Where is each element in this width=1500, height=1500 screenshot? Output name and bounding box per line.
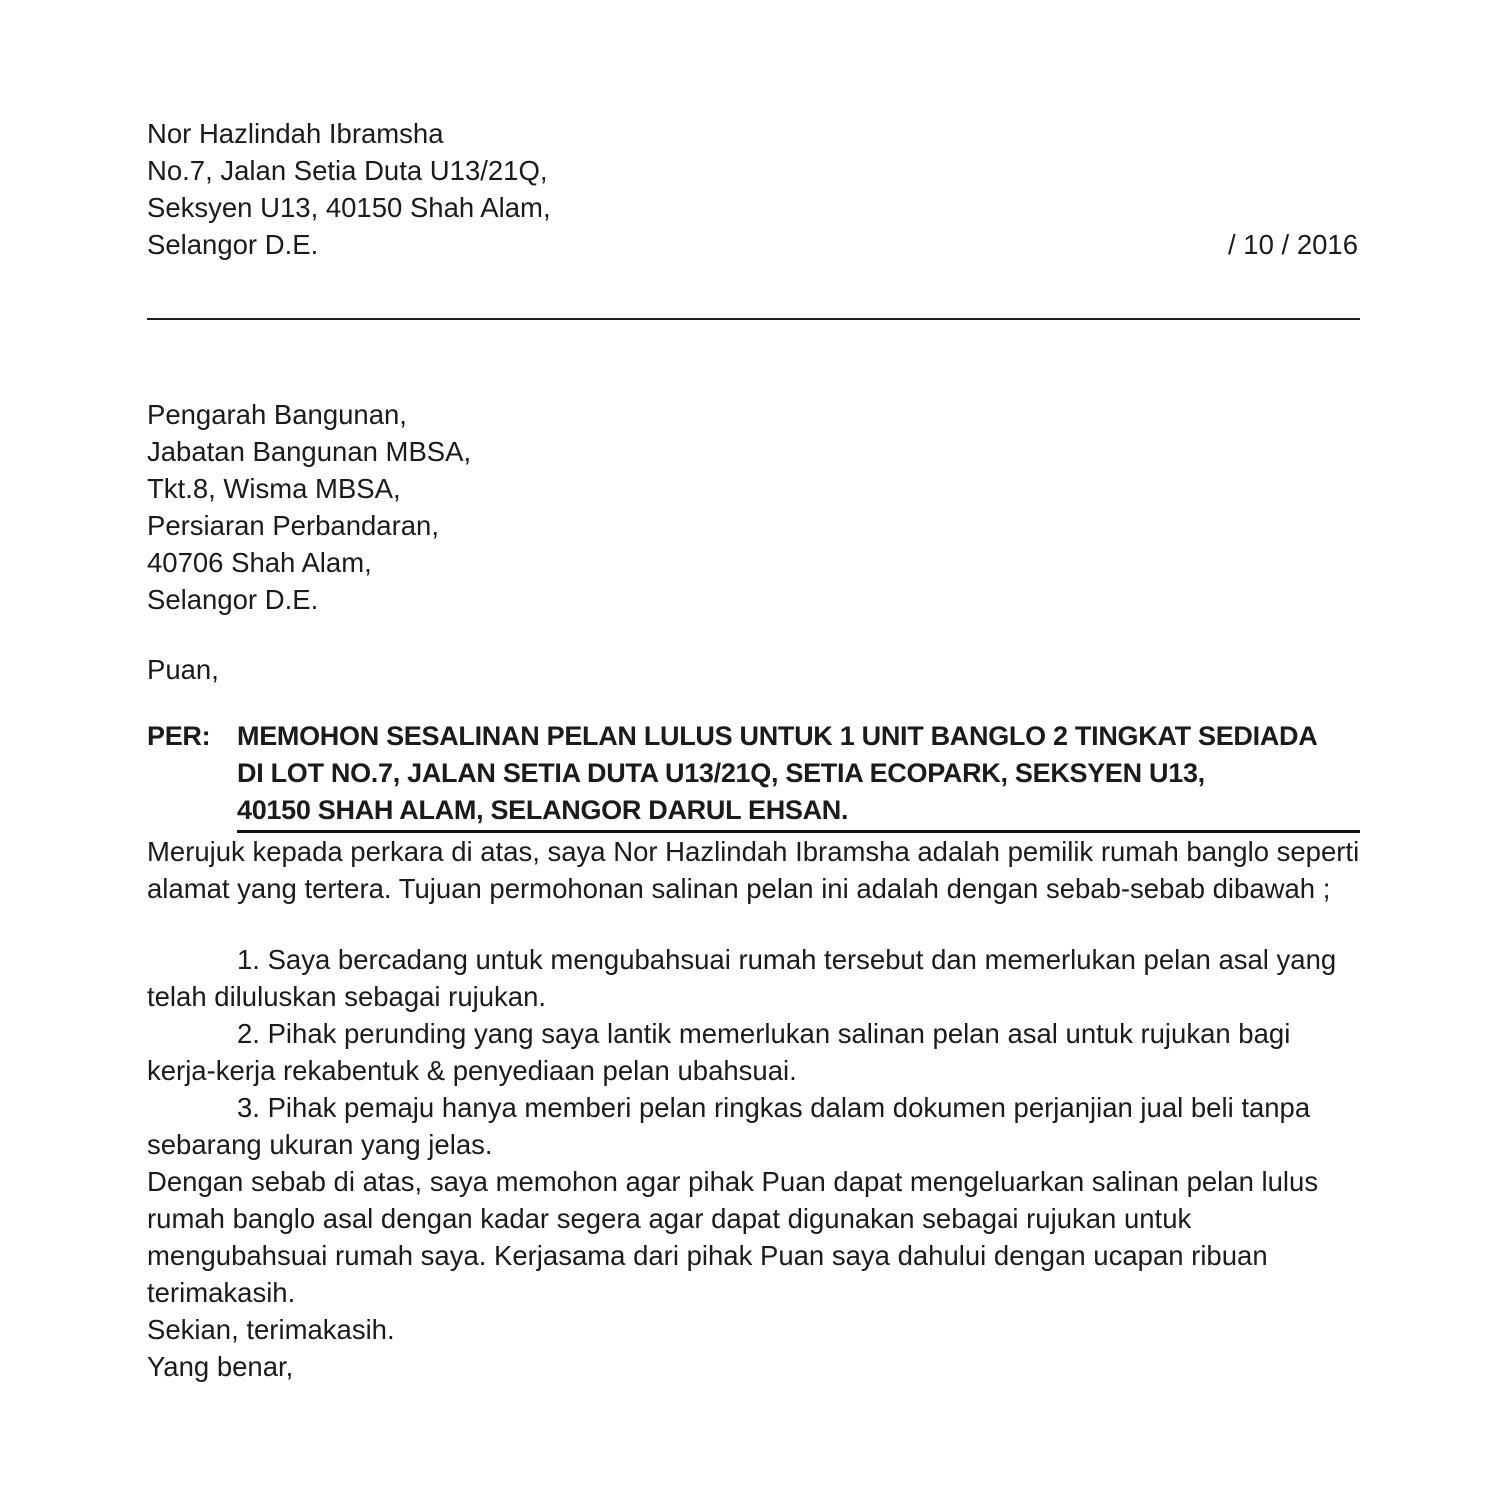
recipient-line: Pengarah Bangunan, — [147, 399, 407, 430]
recipient-line: Jabatan Bangunan MBSA, — [147, 436, 472, 467]
sender-line: Selangor D.E. — [147, 229, 319, 260]
subject-text — [237, 718, 1360, 833]
sender-line: No.7, Jalan Setia Duta U13/21Q, — [147, 155, 548, 186]
sender-line: Nor Hazlindah Ibramsha — [147, 118, 444, 149]
recipient-line: 40706 Shah Alam, — [147, 547, 372, 578]
recipient-line: Selangor D.E. — [147, 584, 319, 615]
subject-label: PER: — [147, 721, 211, 751]
recipient-address — [147, 396, 1360, 618]
reason-list — [147, 941, 1360, 1163]
sender-line: Seksyen U13, 40150 Shah Alam, — [147, 192, 551, 223]
subject-line: DI LOT NO.7, JALAN SETIA DUTA U13/21Q, SETIA ECOPARK, SEKSYEN U13, — [237, 758, 1205, 788]
signoff-line: Yang benar, — [147, 1351, 294, 1382]
letter-date: / 10 / 2016 — [1228, 229, 1358, 260]
top-separator-line — [147, 318, 1360, 320]
recipient-line: Persiaran Perbandaran, — [147, 510, 439, 541]
reason-item: 1. Saya bercadang untuk mengubahsuai rumah tersebut dan memerlukan pelan asal yang telah diluluskan sebagai rujukan. — [147, 944, 1337, 1012]
closing-line: Sekian, terimakasih. — [147, 1314, 395, 1345]
subject-block — [147, 718, 1360, 833]
paragraph-request: Dengan sebab di atas, saya memohon agar pihak Puan dapat mengeluarkan salinan pelan lulus rumah banglo asal dengan kadar segera agar dapat digunakan sebagai rujukan untuk mengubahsuai rumah saya. Kerjasama dari pihak Puan saya dahului dengan ucapan ribuan terimakasih. — [147, 1166, 1319, 1308]
subject-line: MEMOHON SESALINAN PELAN LULUS UNTUK 1 UNIT BANGLO 2 TINGKAT SEDIADA — [237, 721, 1318, 751]
reason-item: 3. Pihak pemaju hanya memberi pelan ringkas dalam dokumen perjanjian jual beli tanpa sebarang ukuran yang jelas. — [147, 1092, 1311, 1160]
salutation: Puan, — [147, 654, 219, 685]
recipient-line: Tkt.8, Wisma MBSA, — [147, 473, 401, 504]
subject-line: 40150 SHAH ALAM, SELANGOR DARUL EHSAN. — [237, 795, 849, 825]
paragraph-intro: Merujuk kepada perkara di atas, saya Nor Hazlindah Ibramsha adalah pemilik rumah banglo seperti alamat yang tertera. Tujuan permohonan salinan pelan ini adalah dengan sebab-sebab dibawah ; — [147, 836, 1360, 904]
reason-item: 2. Pihak perunding yang saya lantik memerlukan salinan pelan asal untuk rujukan bagi kerja-kerja rekabentuk & penyediaan pelan ubahsuai. — [147, 1018, 1291, 1086]
sender-address — [147, 115, 1360, 263]
